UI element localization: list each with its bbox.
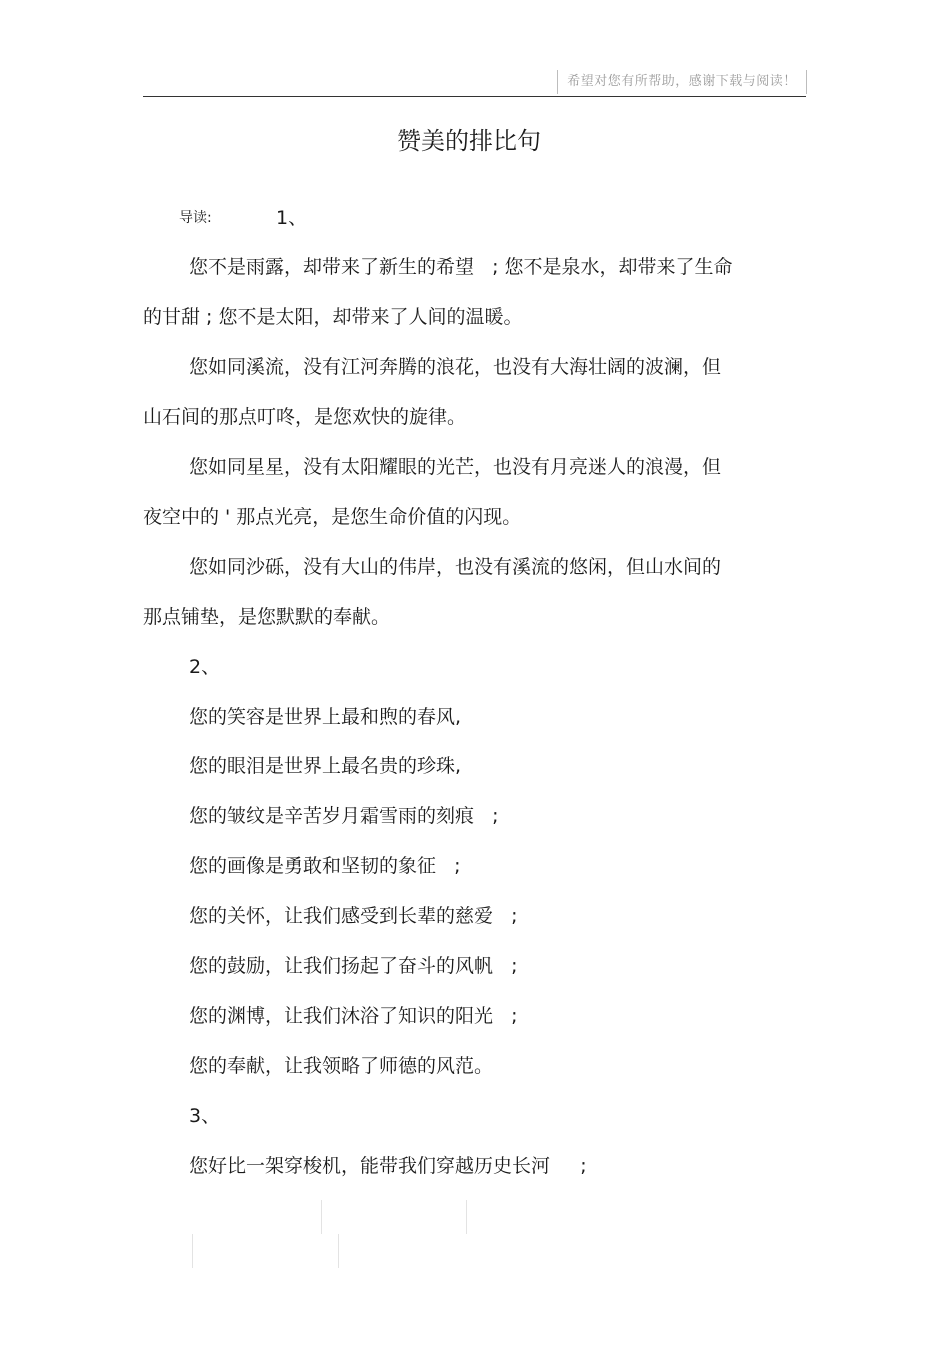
faint-line-fragment	[321, 1200, 322, 1234]
verse-line: 您的鼓励，让我们扬起了奋斗的风帆 ;	[189, 955, 518, 977]
intro-label: 导读:	[179, 210, 212, 226]
header-divider	[143, 96, 806, 97]
faint-line-fragment	[466, 1200, 467, 1234]
verse-line: 您的关怀，让我们感受到长辈的慈爱 ;	[189, 905, 518, 927]
verse-line: 您的画像是勇敢和坚韧的象征 ;	[189, 855, 461, 877]
paragraph-line: 您不是雨露，却带来了新生的希望 ; 您不是泉水，却带来了生命	[189, 256, 733, 278]
paragraph-line: 那点铺垫，是您默默的奉献。	[143, 606, 391, 628]
document-title: 赞美的排比句	[397, 127, 541, 155]
paragraph-line: 您如同星星，没有太阳耀眼的光芒，也没有月亮迷人的浪漫，但	[189, 456, 722, 478]
section-3-number: 3、	[189, 1105, 221, 1127]
verse-line: 您的渊博，让我们沐浴了知识的阳光 ;	[189, 1005, 518, 1027]
section-1-number: 1、	[276, 207, 308, 229]
paragraph-line: 夜空中的 ' 那点光亮，是您生命价值的闪现。	[143, 506, 522, 528]
verse-line: 您的眼泪是世界上最名贵的珍珠,	[189, 755, 462, 777]
faint-line-fragment	[192, 1234, 193, 1268]
paragraph-line: 您如同沙砾，没有大山的伟岸，也没有溪流的悠闲，但山水间的	[189, 556, 722, 578]
verse-line: 您的皱纹是辛苦岁月霜雪雨的刻痕 ;	[189, 805, 499, 827]
download-banner: 希望对您有所帮助，感谢下载与阅读！	[557, 70, 807, 94]
verse-line: 您好比一架穿梭机，能带我们穿越历史长河 ;	[189, 1155, 587, 1177]
paragraph-line: 山石间的那点叮咚，是您欢快的旋律。	[143, 406, 467, 428]
paragraph-line: 的甘甜 ; 您不是太阳，却带来了人间的温暖。	[143, 306, 523, 328]
verse-line: 您的笑容是世界上最和煦的春风,	[189, 706, 462, 728]
faint-line-fragment	[338, 1234, 339, 1268]
verse-line: 您的奉献，让我领略了师德的风范。	[189, 1055, 494, 1077]
paragraph-line: 您如同溪流，没有江河奔腾的浪花，也没有大海壮阔的波澜，但	[189, 356, 722, 378]
section-2-number: 2、	[189, 656, 221, 678]
